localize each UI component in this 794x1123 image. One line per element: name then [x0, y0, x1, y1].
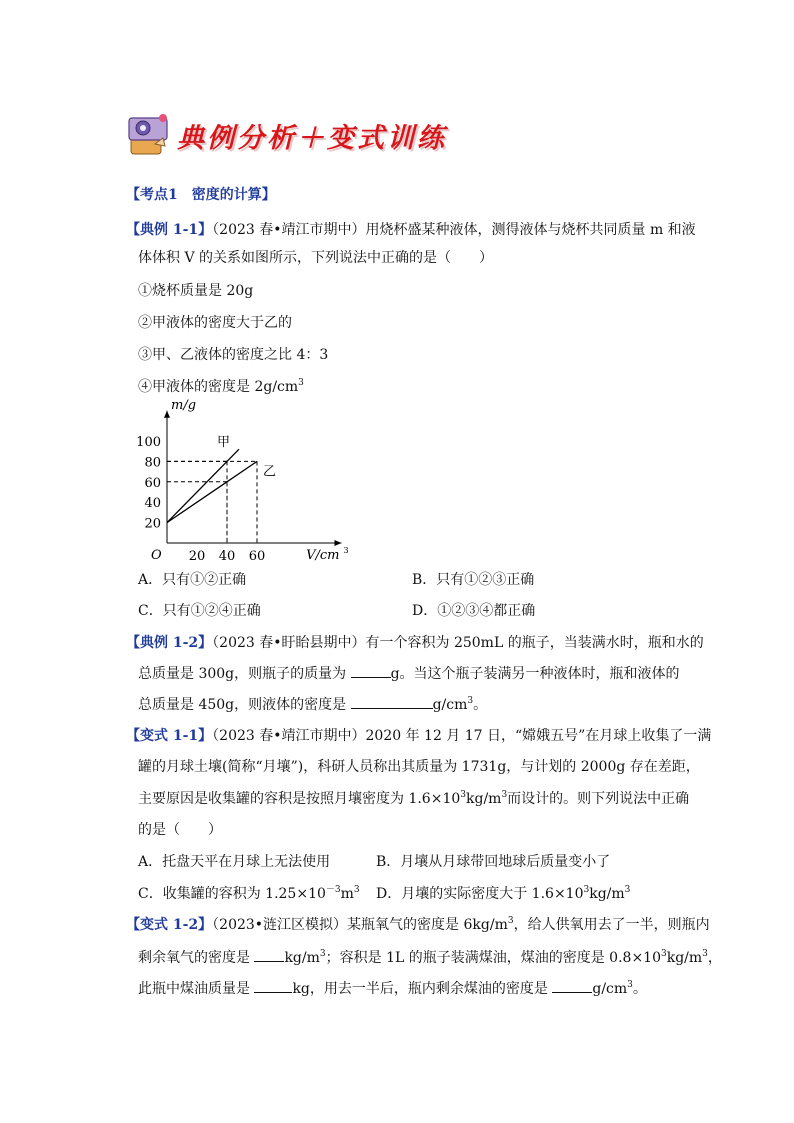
- y-tick-label: 20: [144, 516, 161, 532]
- q2-text2b: g。当这个瓶子装满另一种液体时，瓶和液体的: [390, 666, 680, 682]
- lecture-icon: [127, 112, 173, 156]
- series-label-1: 甲: [217, 435, 231, 451]
- mass-volume-chart: [130, 395, 360, 565]
- x-tick-label: 60: [248, 549, 266, 564]
- q2-line3: [138, 694, 487, 715]
- v2-text2a: 剩余氧气的密度是: [138, 950, 250, 966]
- v2-text2b: kg/m: [284, 950, 320, 966]
- q2-tag: 【典例 1-2】: [126, 635, 213, 651]
- series-line-2: [167, 461, 257, 522]
- v2-text3b: kg，用去一半后，瓶内剩余煤油的密度是: [292, 981, 548, 997]
- v1-option-d[interactable]: [376, 884, 630, 904]
- v1-text3a: 主要原因是收集罐的容积是按照月壤密度为 1.6×10: [138, 791, 461, 807]
- header-banner: [127, 112, 457, 156]
- y-tick-label: 80: [144, 455, 161, 471]
- x-axis-arrow: [335, 540, 342, 546]
- v2-text2e: ，: [707, 950, 722, 966]
- v2-line3: [138, 978, 647, 999]
- y-tick-label: 100: [136, 435, 161, 450]
- v2-sup1: 3: [507, 916, 514, 926]
- q2-text3-end: 。: [473, 697, 488, 713]
- q2-text3a: 总质量是 450g，则液体的密度是: [138, 697, 347, 713]
- x-axis-label: V/cm: [306, 548, 340, 563]
- v2-text3c: g/cm: [592, 981, 628, 997]
- section-title: 【考点1 密度的计算】: [126, 187, 276, 203]
- q1-line2: 体体积 V 的关系如图所示，下列说法中正确的是（ ）: [138, 250, 494, 266]
- v1-option-d-sup: 3: [583, 885, 590, 895]
- v1-sup1: 3: [460, 790, 466, 800]
- q1-option-a[interactable]: A．只有①②正确: [138, 572, 247, 588]
- y-tick-label: 40: [144, 496, 161, 512]
- q2-text1: （2023 春•盱眙县期中）有一个容积为 250mL 的瓶子，当装满水时，瓶和水的: [212, 635, 704, 651]
- q1-statement-2: ②甲液体的密度大于乙的: [138, 315, 292, 331]
- v1-sup2: 3: [501, 790, 508, 800]
- v2-text1a: （2023•涟江区模拟）某瓶氧气的密度是 6kg/m: [212, 917, 508, 933]
- y-tick-label: 60: [144, 475, 161, 491]
- v2-blank-1[interactable]: [254, 947, 284, 962]
- v2-tag: 【变式 1-2】: [126, 917, 213, 933]
- v1-option-c-sup: －3: [325, 885, 341, 895]
- v1-option-d-text: D．月壤的实际密度大于 1.6×10: [376, 886, 584, 902]
- q1-option-d[interactable]: D．①②③④都正确: [412, 603, 536, 619]
- v2-blank-2[interactable]: [254, 978, 292, 993]
- q1-text1: （2023 春•靖江市期中）用烧杯盛某种液体，测得液体与烧杯共同质量 m 和液: [212, 222, 696, 238]
- v1-option-c-sup2: 3: [353, 885, 360, 895]
- v2-sup3: 3: [661, 949, 667, 959]
- x-axis-label-sup: 3: [343, 546, 349, 555]
- v1-tag: 【变式 1-1】: [126, 728, 213, 744]
- v1-line4: 的是（ ）: [138, 822, 222, 838]
- v2-line2: [138, 947, 722, 968]
- v1-text3c: 而设计的。则下列说法中正确: [507, 791, 690, 807]
- v2-sup5: 3: [627, 980, 633, 990]
- q2-blank-1[interactable]: [351, 663, 391, 678]
- q1-option-b[interactable]: B．只有①②③正确: [412, 572, 535, 588]
- q1-statement-4-text: ④甲液体的密度是 2g/cm: [138, 379, 299, 395]
- y-axis-arrow: [164, 411, 170, 418]
- q1-statement-1: ①烧杯质量是 20g: [138, 283, 254, 299]
- v2-line1: [126, 915, 710, 935]
- v2-text3a: 此瓶中煤油质量是: [138, 981, 250, 997]
- q2-line2: [138, 663, 680, 684]
- v2-text3d: 。: [632, 981, 647, 997]
- origin-label: O: [151, 548, 162, 563]
- v1-option-a[interactable]: A．托盘天平在月球上无法使用: [138, 854, 331, 870]
- q1-line1: [126, 220, 696, 240]
- q2-blank-2[interactable]: [351, 694, 433, 709]
- q2-text3b: g/cm: [432, 697, 468, 713]
- q2-sup: 3: [467, 696, 474, 706]
- v1-line3: [138, 789, 689, 809]
- v1-option-c[interactable]: [138, 884, 360, 904]
- v1-option-b[interactable]: B．月壤从月球带回地球后质量变小了: [376, 854, 611, 870]
- q1-statement-3: ③甲、乙液体的密度之比 4：3: [138, 347, 329, 363]
- series-line-1: [167, 449, 239, 522]
- v2-sup4: 3: [702, 949, 708, 959]
- v1-option-c-unit: m: [340, 886, 354, 902]
- y-axis-label: m/g: [171, 397, 197, 413]
- q1-statement-4: [138, 377, 304, 397]
- v1-text3b: kg/m: [466, 791, 502, 807]
- series-label-2: 乙: [263, 464, 277, 480]
- v2-sup2: 3: [319, 949, 326, 959]
- x-tick-label: 40: [218, 549, 236, 564]
- v1-option-d-unit: kg/m: [589, 886, 625, 902]
- x-tick-label: 20: [188, 549, 206, 564]
- q1-tag: 【典例 1-1】: [126, 222, 213, 238]
- banner-title: 典例分析＋变式训练: [177, 123, 447, 154]
- v2-text1b: ，给人供氧用去了一半，则瓶内: [513, 917, 710, 933]
- v1-option-d-sup2: 3: [624, 885, 631, 895]
- q2-text2a: 总质量是 300g，则瓶子的质量为: [138, 666, 347, 682]
- q1-statement-4-sup: 3: [298, 378, 304, 388]
- v1-text1: （2023 春•靖江市期中）2020 年 12 月 17 日，“嫦娥五号”在月球上收集了一满: [212, 728, 712, 744]
- v2-text2d: kg/m: [666, 950, 703, 966]
- v2-blank-3[interactable]: [552, 978, 592, 993]
- v1-line2: 罐的月球土壤(简称“月壤”)，科研人员称出其质量为 1731g，与计划的 2000g 存在差距，: [138, 759, 700, 775]
- v1-option-c-text: C．收集罐的容积为 1.25×10: [138, 886, 326, 902]
- v1-line1: [126, 726, 711, 746]
- q1-option-c[interactable]: C．只有①②④正确: [138, 603, 261, 619]
- v2-text2c: ；容积是 1L 的瓶子装满煤油，煤油的密度是 0.8×10: [325, 950, 661, 966]
- q2-line1: [126, 633, 704, 653]
